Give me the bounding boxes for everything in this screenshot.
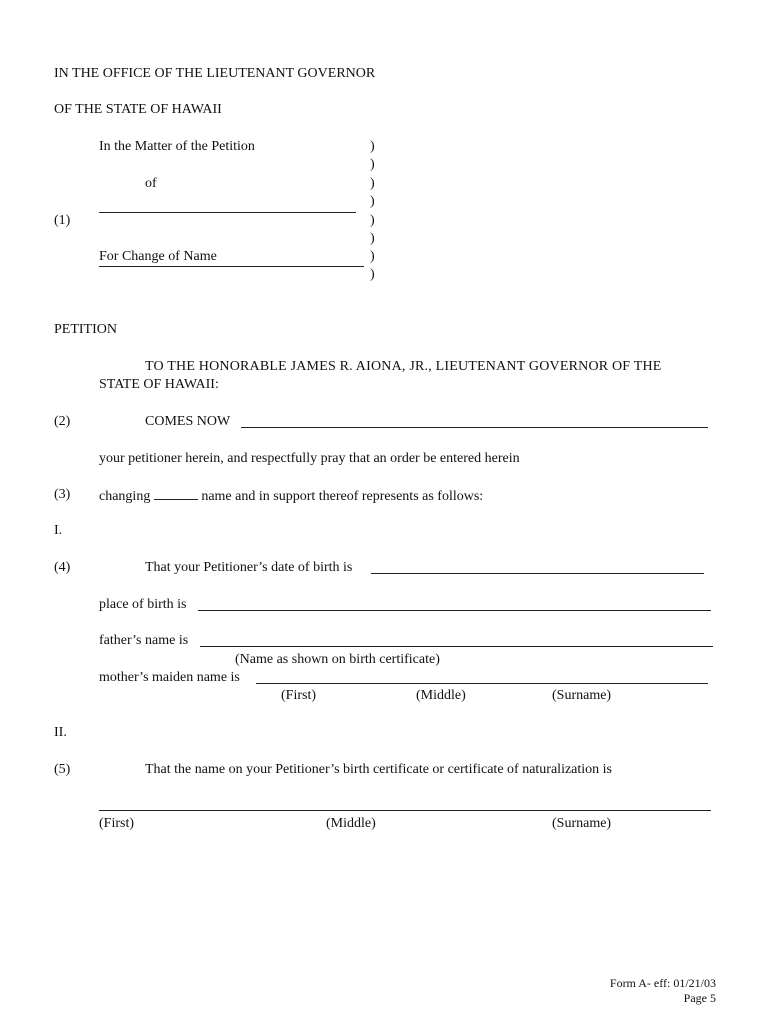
item-number-3: (3) [54, 487, 71, 502]
caption-bottom-blank[interactable] [99, 266, 364, 267]
changing-suffix: name and in support thereof represents as follows: [201, 489, 484, 504]
mother-col-first: (First) [281, 688, 316, 703]
dob-blank[interactable] [371, 573, 704, 574]
father-label: father’s name is [99, 633, 189, 648]
caption-bracket: ) [370, 194, 375, 209]
matter-text: In the Matter of the Petition [99, 139, 255, 154]
father-note: (Name as shown on birth certificate) [235, 652, 440, 667]
caption-bracket: ) [370, 176, 375, 191]
mother-col-surname: (Surname) [552, 688, 612, 703]
change-of-name-text: For Change of Name [99, 249, 217, 264]
petitioner-name-blank[interactable] [99, 212, 356, 213]
changing-text [99, 487, 483, 505]
item-number-5: (5) [54, 762, 71, 777]
cert-col-first: (First) [99, 816, 134, 831]
section-numeral-2: II. [54, 725, 67, 740]
changing-blank[interactable] [154, 487, 198, 500]
form-id: Form A- eff: 01/21/03 [609, 976, 716, 990]
section-numeral-1: I. [54, 523, 63, 538]
dob-label: That your Petitioner’s date of birth is [145, 560, 353, 575]
caption-bracket: ) [370, 231, 375, 246]
mother-name-blank[interactable] [256, 683, 708, 684]
state-heading: OF THE STATE OF HAWAII [54, 102, 222, 117]
mother-col-middle: (Middle) [416, 688, 466, 703]
comes-now-blank[interactable] [241, 427, 708, 428]
addressee-line-1: TO THE HONORABLE JAMES R. AIONA, JR., LIEUTENANT GOVERNOR OF THE [145, 359, 662, 374]
pray-text: your petitioner herein, and respectfully pray that an order be entered herein [99, 451, 520, 466]
comes-now-label: COMES NOW [145, 414, 231, 429]
birth-cert-name-blank[interactable] [99, 810, 711, 811]
caption-bracket: ) [370, 139, 375, 154]
item-number-2: (2) [54, 414, 71, 429]
page-number: Page 5 [683, 991, 716, 1005]
caption-bracket: ) [370, 157, 375, 172]
father-name-blank[interactable] [200, 646, 713, 647]
changing-label: changing [99, 489, 151, 504]
item-number-1: (1) [54, 213, 71, 228]
addressee-line-2: STATE OF HAWAII: [99, 377, 219, 392]
birth-cert-label: That the name on your Petitioner’s birth certificate or certificate of naturalization is [145, 762, 613, 777]
petition-heading: PETITION [54, 322, 117, 337]
mother-label: mother’s maiden name is [99, 670, 240, 685]
item-number-4: (4) [54, 560, 71, 575]
cert-col-surname: (Surname) [552, 816, 612, 831]
of-text: of [145, 176, 157, 191]
caption-bracket: ) [370, 249, 375, 264]
pob-blank[interactable] [198, 610, 711, 611]
caption-bracket: ) [370, 213, 375, 228]
caption-bracket: ) [370, 267, 375, 282]
cert-col-middle: (Middle) [326, 816, 376, 831]
office-heading: IN THE OFFICE OF THE LIEUTENANT GOVERNOR [54, 66, 376, 81]
pob-label: place of birth is [99, 597, 187, 612]
